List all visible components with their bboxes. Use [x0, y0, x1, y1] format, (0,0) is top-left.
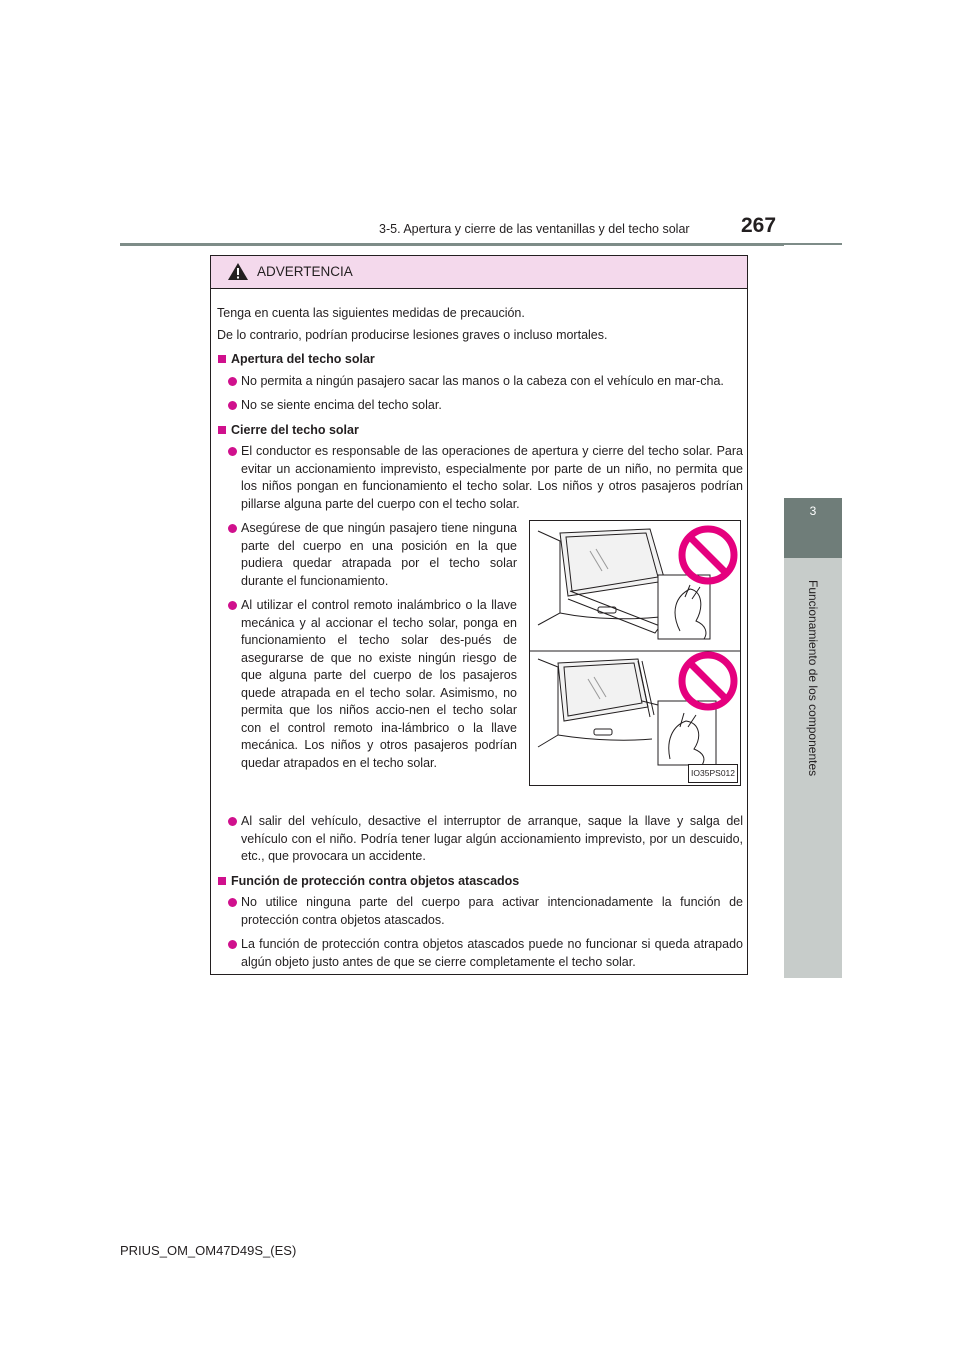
- figure-id: IO35PS012: [688, 764, 738, 784]
- round-bullet-icon: [228, 401, 237, 410]
- bullet-item: No utilice ninguna parte del cuerpo para activar intencionadamente la función de protección contra objetos atascados.: [217, 894, 743, 929]
- bullet-item: Asegúrese de que ningún pasajero tiene ninguna parte del cuerpo en una posición en la que pudiera quedar atrapada por el techo solar durante el funcionamiento.: [217, 520, 517, 590]
- section-heading-protection: Función de protección contra objetos atascados: [217, 873, 743, 891]
- header-rule: [120, 243, 842, 246]
- section-heading-opening: Apertura del techo solar: [217, 351, 743, 369]
- round-bullet-icon: [228, 817, 237, 826]
- chapter-number: 3: [809, 504, 817, 518]
- warning-triangle-icon: [227, 262, 249, 281]
- two-column-block: [217, 520, 743, 810]
- round-bullet-icon: [228, 377, 237, 386]
- bullet-item: Al salir del vehículo, desactive el interruptor de arranque, saque la llave y salga del vehículo con el niño. Podría tener lugar algún accionamiento imprevisto, por un descuido, etc., que provocara un accidente.: [217, 813, 743, 866]
- sunroof-hand-caught-illustration: [530, 521, 740, 785]
- round-bullet-icon: [228, 601, 237, 610]
- section-heading-closing: Cierre del techo solar: [217, 422, 743, 440]
- round-bullet-icon: [228, 898, 237, 907]
- warning-label: ADVERTENCIA: [257, 264, 353, 279]
- section-title: 3-5. Apertura y cierre de las ventanillas y del techo solar: [379, 222, 690, 236]
- bullet-item: No permita a ningún pasajero sacar las manos o la cabeza con el vehículo en mar-cha.: [217, 373, 743, 391]
- bullet-item: La función de protección contra objetos atascados puede no funcionar si queda atrapado algún objeto justo antes de que se cierre completamente el techo solar.: [217, 936, 743, 971]
- left-column: [217, 520, 517, 779]
- warning-box: [210, 255, 748, 975]
- intro-line-1: Tenga en cuenta las siguientes medidas de precaución.: [217, 306, 525, 320]
- square-bullet-icon: [218, 355, 226, 363]
- sunroof-illustration: [529, 520, 741, 786]
- square-bullet-icon: [218, 877, 226, 885]
- warning-header: [211, 256, 747, 289]
- chapter-tab: [784, 498, 842, 558]
- round-bullet-icon: [228, 524, 237, 533]
- chapter-title: Funcionamiento de los componentes: [806, 580, 820, 777]
- doc-code: PRIUS_OM_OM47D49S_(ES): [120, 1243, 297, 1258]
- page-number: 267: [741, 214, 777, 237]
- round-bullet-icon: [228, 447, 237, 456]
- square-bullet-icon: [218, 426, 226, 434]
- warning-body: [217, 305, 743, 978]
- chapter-title-container: [776, 580, 850, 780]
- bullet-item: No se siente encima del techo solar.: [217, 397, 743, 415]
- intro-line-2: De lo contrario, podrían producirse lesiones graves o incluso mortales.: [217, 327, 608, 342]
- bullet-item: Al utilizar el control remoto inalámbrico o la llave mecánica y al accionar el techo solar, ponga en funcionamiento el techo solar des-pués de asegurarse de que no existe ningún riesgo de que alguna parte del cuerpo de los pasajeros quede atrapada en el techo solar. Asimismo, no permita que los niños accio-nen el techo solar con el control remoto ina-lámbrico o la llave mecánica. Los niños y otros pasajeros podrían quedar atrapados en el techo solar.: [217, 597, 517, 772]
- side-tab-top: [784, 245, 842, 498]
- round-bullet-icon: [228, 940, 237, 949]
- bullet-item: El conductor es responsable de las operaciones de apertura y cierre del techo solar. Para evitar un accionamiento imprevisto, especialmente por parte de un niño, no permita que los niños pongan en funcionamiento el techo solar. Los niños y otros pasajeros podrían pillarse alguna parte del cuerpo con el techo solar.: [217, 443, 743, 513]
